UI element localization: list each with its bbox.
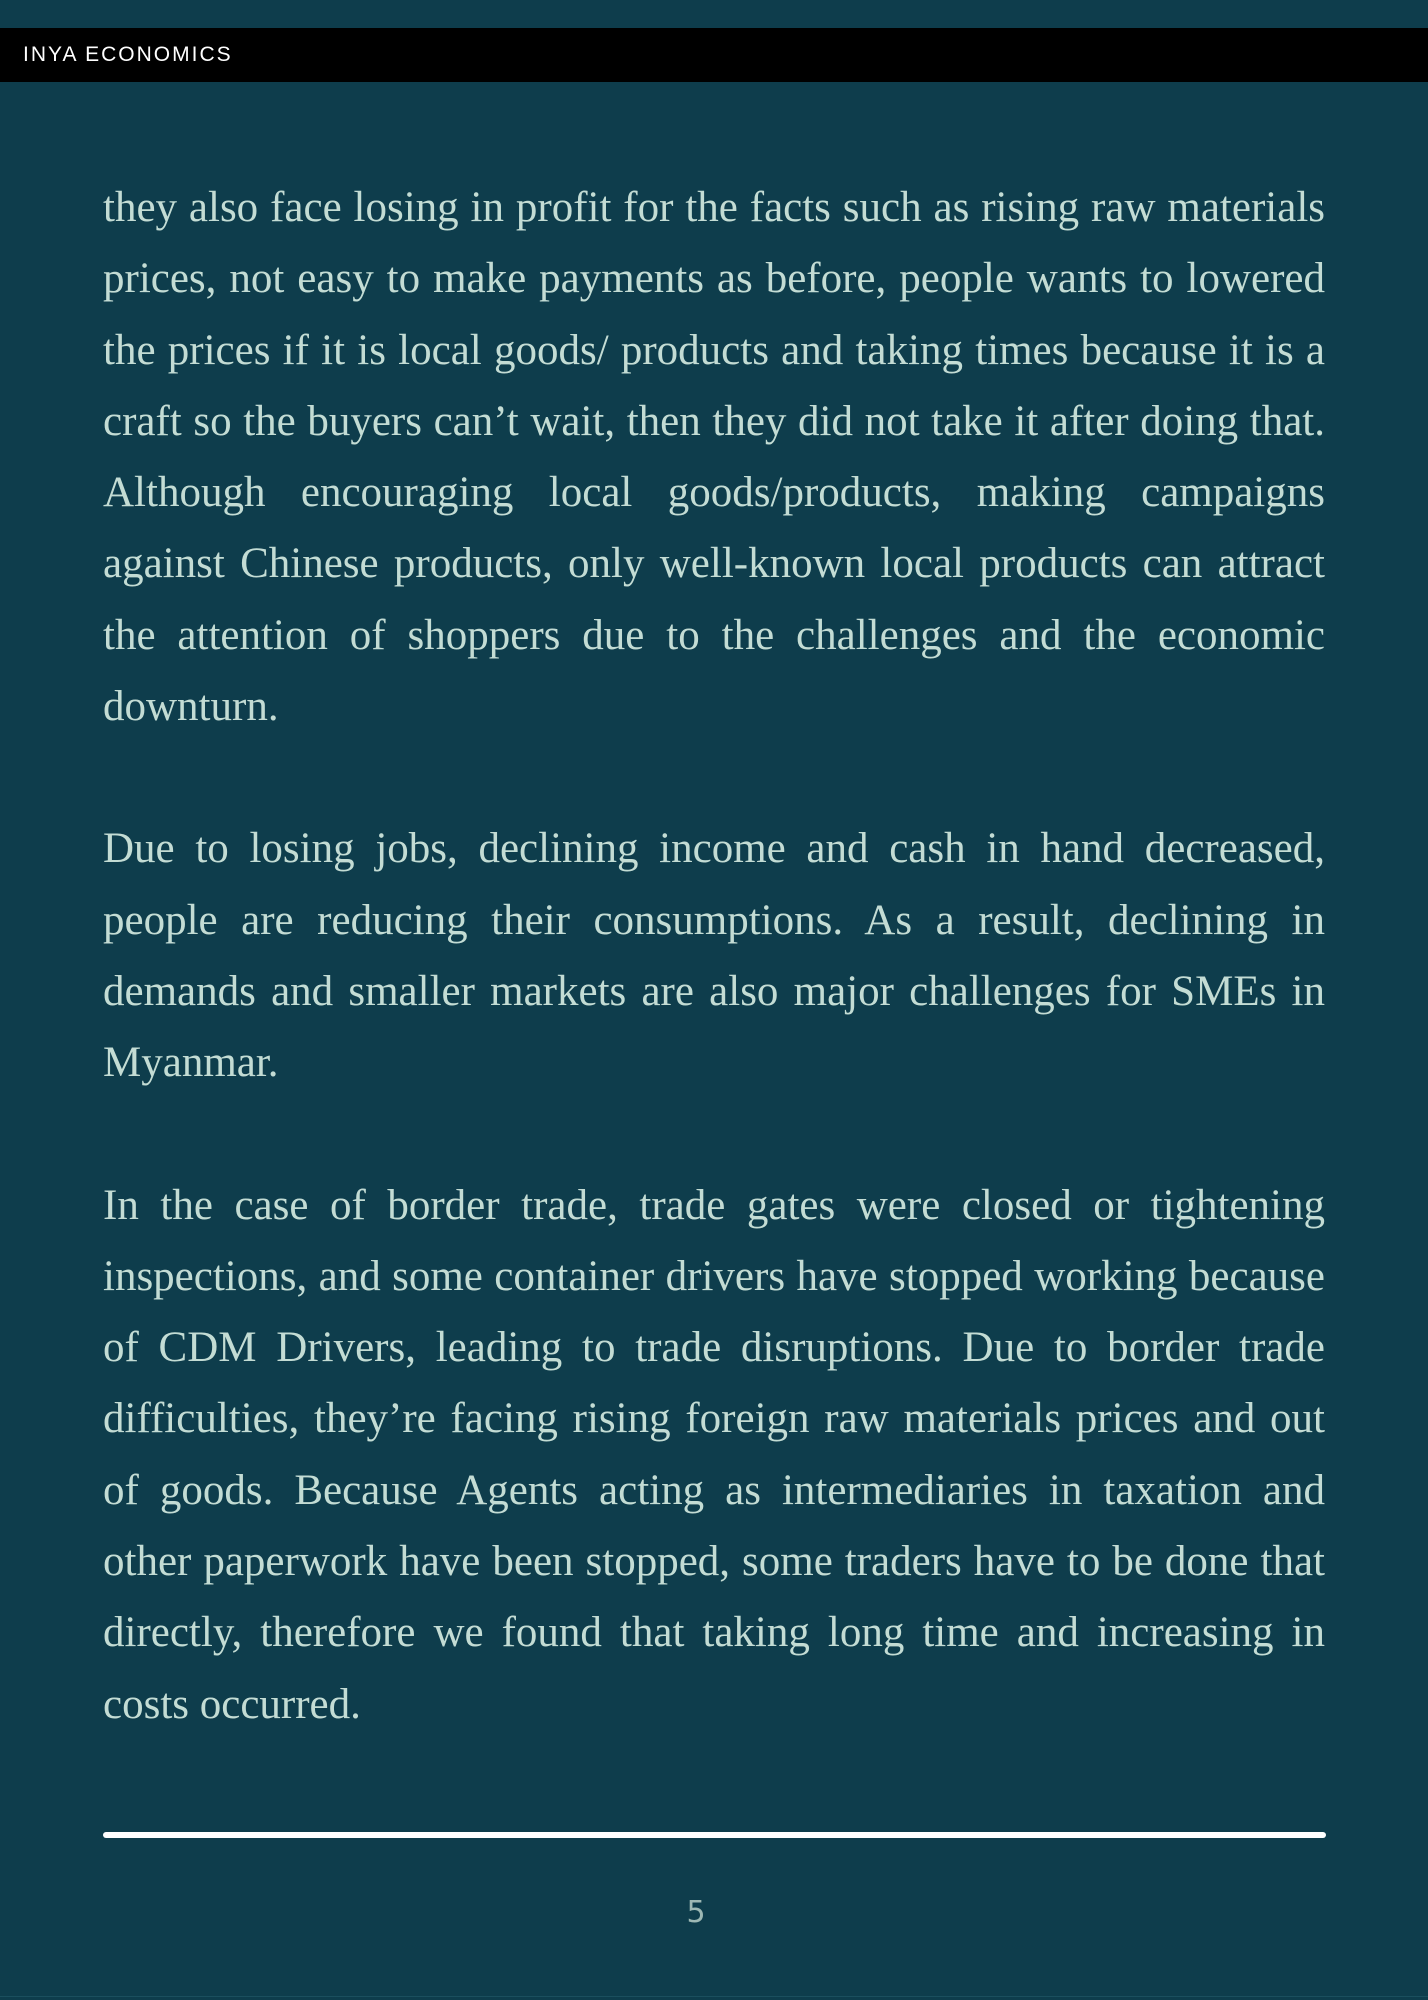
paragraph-profit-losses: they also face losing in profit for the facts such as rising raw materials prices, not easy to make payments as before, people wants to lowered the prices if it is local goods/ products and taking times because it is a craft so the buyers can’t wait, then they did not take it after doing that. Although encouraging local goods/products, making campaigns against Chinese products, only well-known local products can attract the attention of shoppers due to the challenges and the economic downturn. [103,184,1325,731]
footer-divider [103,1832,1326,1838]
page-number: 5 [686,1895,706,1930]
publication-title: INYA ECONOMICS [23,43,233,66]
paragraph-declining-demand: Due to losing jobs, declining income and cash in hand decreased, people are reducing their consumptions. As a result, declining in demands and smaller markets are also major challenges for SMEs in Myanmar. [103,825,1325,1087]
paragraph-border-trade: In the case of border trade, trade gates were closed or tightening inspections, and some container drivers have stopped working because of CDM Drivers, leading to trade disruptions. Due to border trade difficulties, they’re facing rising foreign raw materials prices and out of goods. Because Agents acting as intermediaries in taxation and other paperwork have been stopped, some traders have to be done that directly, therefore we found that taking long time and increasing in costs occurred. [103,1181,1325,1728]
header-bar [0,28,1428,82]
page-bottom-edge [0,1996,1428,1997]
article-body [103,172,1325,1740]
